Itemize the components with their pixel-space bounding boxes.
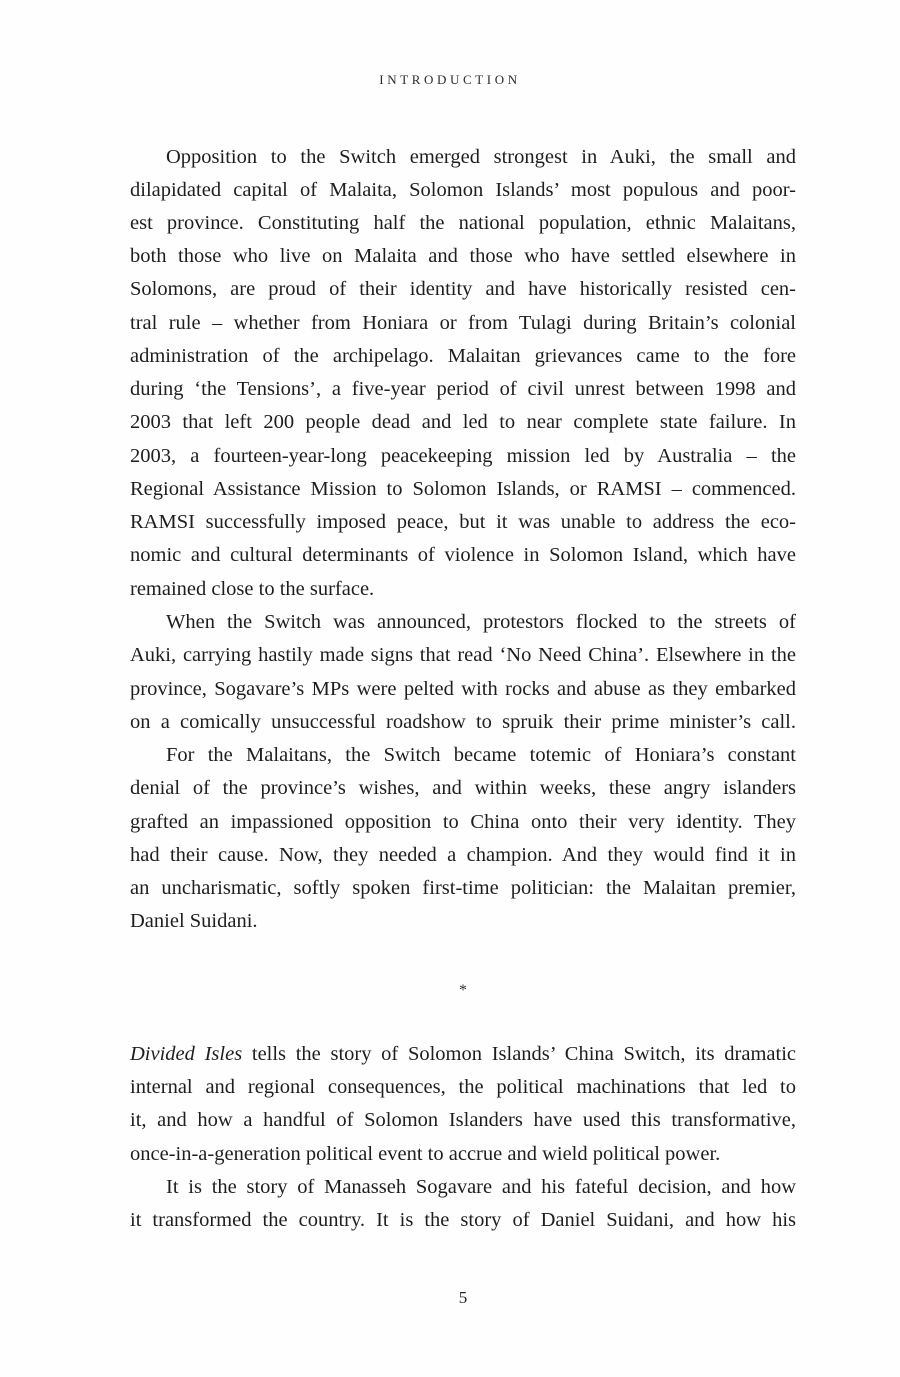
section-break-asterisk: *	[459, 982, 467, 999]
running-head: INTRODUCTION	[379, 72, 521, 87]
text-line: remained close to the surface.	[130, 578, 375, 600]
text-line: it transformed the country. It is the story of Daniel Suidani, and how his	[130, 1209, 796, 1231]
text-line: an uncharismatic, softly spoken first-time politician: the Malaitan premier,	[130, 877, 796, 899]
text-span: tells the story of Solomon Islands’ China Switch, its dramatic	[242, 1043, 796, 1065]
text-line: nomic and cultural determinants of violence in Solomon Island, which have	[130, 544, 796, 566]
text-line: had their cause. Now, they needed a champion. And they would find it in	[130, 844, 796, 866]
text-line	[130, 1039, 796, 1069]
text-line: once-in-a-generation political event to accrue and wield political power.	[130, 1143, 721, 1165]
text-line: Daniel Suidani.	[130, 910, 258, 932]
text-line: denial of the province’s wishes, and within weeks, these angry islanders	[130, 777, 796, 799]
text-line: 2003, a fourteen-year-long peacekeeping mission led by Australia – the	[130, 445, 796, 467]
text-line: both those who live on Malaita and those who have settled elsewhere in	[130, 245, 796, 267]
text-line: Opposition to the Switch emerged strongest in Auki, the small and	[166, 146, 796, 168]
text-line: during ‘the Tensions’, a five-year period of civil unrest between 1998 and	[130, 378, 796, 400]
text-line: RAMSI successfully imposed peace, but it was unable to address the eco-	[130, 511, 796, 533]
text-line: Regional Assistance Mission to Solomon Islands, or RAMSI – commenced.	[130, 478, 796, 500]
text-line: internal and regional consequences, the political machinations that led to	[130, 1076, 796, 1098]
book-title-italic: Divided Isles	[130, 1043, 243, 1065]
text-line: When the Switch was announced, protestors flocked to the streets of	[166, 611, 796, 633]
text-line: it, and how a handful of Solomon Islanders have used this transformative,	[130, 1109, 796, 1131]
text-line: grafted an impassioned opposition to China onto their very identity. They	[130, 811, 796, 833]
text-line: on a comically unsuccessful roadshow to spruik their prime minister’s call.	[130, 711, 796, 733]
text-line: 2003 that left 200 people dead and led to near complete state failure. In	[130, 411, 796, 433]
text-line: It is the story of Manasseh Sogavare and his fateful decision, and how	[166, 1176, 796, 1198]
text-line: Solomons, are proud of their identity and have historically resisted cen-	[130, 278, 796, 300]
text-line: Auki, carrying hastily made signs that read ‘No Need China’. Elsewhere in the	[130, 644, 796, 666]
text-line: dilapidated capital of Malaita, Solomon Islands’ most populous and poor-	[130, 179, 796, 201]
text-line: est province. Constituting half the national population, ethnic Malaitans,	[130, 212, 796, 234]
text-line: administration of the archipelago. Malaitan grievances came to the fore	[130, 345, 796, 367]
page-number: 5	[458, 1288, 468, 1307]
text-line: tral rule – whether from Honiara or from Tulagi during Britain’s colonial	[130, 312, 796, 334]
text-line: province, Sogavare’s MPs were pelted with rocks and abuse as they embarked	[130, 678, 796, 700]
text-line: For the Malaitans, the Switch became totemic of Honiara’s constant	[166, 744, 796, 766]
